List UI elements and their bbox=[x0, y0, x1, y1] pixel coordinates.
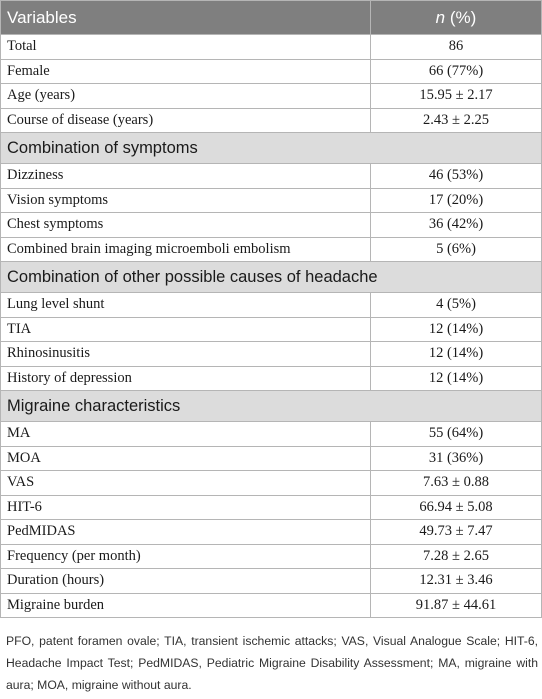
row-value: 31 (36%) bbox=[371, 446, 542, 471]
row-value: 12.31 ± 3.46 bbox=[371, 569, 542, 594]
table-row bbox=[1, 544, 542, 569]
row-value: 5 (6%) bbox=[371, 237, 542, 262]
row-label: VAS bbox=[1, 471, 371, 496]
section-header-row bbox=[1, 133, 542, 164]
section-title: Migraine characteristics bbox=[1, 391, 542, 422]
row-label: Total bbox=[1, 35, 371, 60]
row-value: 55 (64%) bbox=[371, 422, 542, 447]
table-row bbox=[1, 520, 542, 545]
table-row bbox=[1, 422, 542, 447]
row-value: 15.95 ± 2.17 bbox=[371, 84, 542, 109]
row-label: MOA bbox=[1, 446, 371, 471]
table-body bbox=[1, 35, 542, 618]
row-label: HIT-6 bbox=[1, 495, 371, 520]
table-row bbox=[1, 446, 542, 471]
row-label: Migraine burden bbox=[1, 593, 371, 618]
table-row bbox=[1, 164, 542, 189]
row-value: 66.94 ± 5.08 bbox=[371, 495, 542, 520]
row-value: 12 (14%) bbox=[371, 366, 542, 391]
table-row bbox=[1, 293, 542, 318]
row-label: Chest symptoms bbox=[1, 213, 371, 238]
row-value: 49.73 ± 7.47 bbox=[371, 520, 542, 545]
table-row bbox=[1, 366, 542, 391]
table-row bbox=[1, 495, 542, 520]
table-row bbox=[1, 237, 542, 262]
table-row bbox=[1, 213, 542, 238]
row-value: 2.43 ± 2.25 bbox=[371, 108, 542, 133]
header-n: n bbox=[435, 7, 446, 27]
row-value: 12 (14%) bbox=[371, 317, 542, 342]
table-row bbox=[1, 84, 542, 109]
row-value: 46 (53%) bbox=[371, 164, 542, 189]
row-label: Age (years) bbox=[1, 84, 371, 109]
row-value: 36 (42%) bbox=[371, 213, 542, 238]
table-row bbox=[1, 59, 542, 84]
row-label: Course of disease (years) bbox=[1, 108, 371, 133]
table-row bbox=[1, 593, 542, 618]
row-label: Rhinosinusitis bbox=[1, 342, 371, 367]
section-header-row bbox=[1, 391, 542, 422]
row-label: Vision symptoms bbox=[1, 188, 371, 213]
row-value: 12 (14%) bbox=[371, 342, 542, 367]
row-label: Dizziness bbox=[1, 164, 371, 189]
row-value: 7.28 ± 2.65 bbox=[371, 544, 542, 569]
row-label: MA bbox=[1, 422, 371, 447]
header-percent: (%) bbox=[445, 7, 477, 27]
table-row bbox=[1, 317, 542, 342]
row-label: Frequency (per month) bbox=[1, 544, 371, 569]
header-n-percent bbox=[371, 1, 542, 35]
row-label: Female bbox=[1, 59, 371, 84]
table-row bbox=[1, 342, 542, 367]
row-value: 91.87 ± 44.61 bbox=[371, 593, 542, 618]
table-row bbox=[1, 188, 542, 213]
row-value: 66 (77%) bbox=[371, 59, 542, 84]
table-row bbox=[1, 108, 542, 133]
row-label: PedMIDAS bbox=[1, 520, 371, 545]
row-label: History of depression bbox=[1, 366, 371, 391]
table-row bbox=[1, 569, 542, 594]
section-title: Combination of other possible causes of headache bbox=[1, 262, 542, 293]
row-value: 4 (5%) bbox=[371, 293, 542, 318]
row-label: Duration (hours) bbox=[1, 569, 371, 594]
section-title: Combination of symptoms bbox=[1, 133, 542, 164]
row-label: TIA bbox=[1, 317, 371, 342]
section-header-row bbox=[1, 262, 542, 293]
row-value: 86 bbox=[371, 35, 542, 60]
table-row bbox=[1, 35, 542, 60]
table-header-row bbox=[1, 1, 542, 35]
header-variables: Variables bbox=[1, 1, 371, 35]
table-row bbox=[1, 471, 542, 496]
row-value: 7.63 ± 0.88 bbox=[371, 471, 542, 496]
row-label: Combined brain imaging microemboli embolism bbox=[1, 237, 371, 262]
row-value: 17 (20%) bbox=[371, 188, 542, 213]
table-footnote: PFO, patent foramen ovale; TIA, transient ischemic attacks; VAS, Visual Analogue Scale; HIT-6, Headache Impact Test; PedMIDAS, Pediatric Migraine Disability Assessment; MA, migraine with aura; MOA, migraine without aura. bbox=[6, 634, 538, 692]
row-label: Lung level shunt bbox=[1, 293, 371, 318]
